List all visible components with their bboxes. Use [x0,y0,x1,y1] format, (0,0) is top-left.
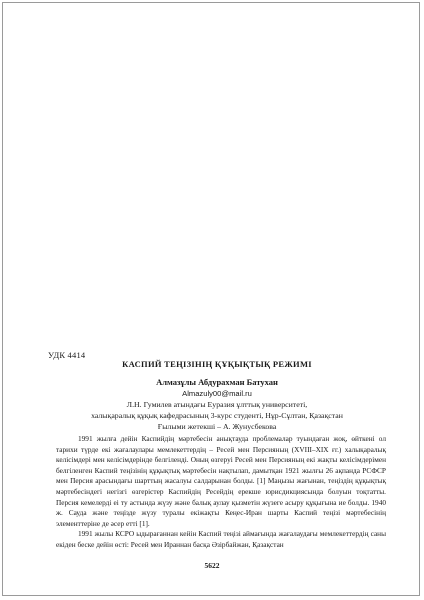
udk-code: УДК 4414 [48,350,86,360]
supervisor: Ғылыми жетекші – А. Жунусбекова [157,422,277,431]
author-name: Алмазұлы Абдурахман Батухан [156,377,278,387]
article-body [56,434,386,551]
page-number: 5622 [204,561,220,570]
paragraph: 1991 жылға дейін Каспийдің мәртебесін анықтауда проблемалар туындаған жоқ, өйткені ол тарихи түрде екі жағалаулары мемлекеттердің – Ресей мен Персияның (XVIII–XIX ғг.) халықаралық келісімдері мен келісімдерінде белгіленді. Оның өзгеруі Ресей мен Персияның екі жақты келісімдерімен белгіленген Каспий теңізінің құқықтық мәртебесін нақтылап, дамытқан 1921 жылғы 26 ақпанда РСФСР мен Персия арасындағы шарттың жасалуы салдарынан болды. [1] Маңызы жағынан, теңіздің құқықтық мәртебесіндегі негізгі өзгерістер Каспийдің Ресейдің ерекше юрисдикциясында болуын тоқтатты. Персия кемелерді еі ту астында жүзу және балық аулау қызметін жүзеге асыру құқығына ие болды. 1940 ж. Сауда және теңізде жүзу туралы екіжақты Кеңес-Иран шарты Каспий теңізі мәртебесінің элементтеріне де әсер етті [1]. [56,434,386,528]
affiliation-line-1: Л.Н. Гумилев атындағы Еуразия ұлттық университеті, [126,400,308,409]
paragraph: 1991 жылы КСРО ыдырағаннан кейін Каспий теңізі аймағында жағалаудағы мемлекеттердің саны екіден беске дейін өсті: Ресей мен Ираннан басқа Әзірбайжан, Қазақстан [56,529,386,549]
author-block [48,377,386,432]
article-title: КАСПИЙ ТЕҢІЗІНІҢ ҚҰҚЫҚТЫҚ РЕЖИМІ [122,359,312,369]
affiliation-line-2: халықаралық құқық кафедрасының 3-курс студенті, Нұр-Сұлтан, Қазақстан [91,411,343,420]
author-email: Almazuly00@mail.ru [182,389,252,398]
